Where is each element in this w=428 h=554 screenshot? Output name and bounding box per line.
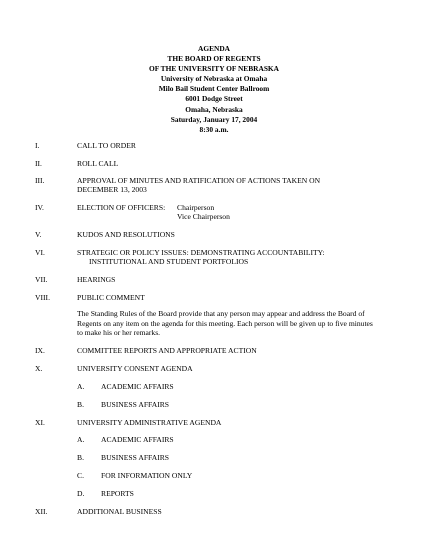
item-title: CALL TO ORDER [77,141,136,150]
header-city: Omaha, Nebraska [185,104,243,114]
item-title: COMMITTEE REPORTS AND APPROPRIATE ACTION [77,346,257,355]
sub-title: BUSINESS AFFAIRS [101,453,170,462]
sub-letter: D. [77,489,85,498]
item-number: XI. [35,418,45,427]
header-venue: Milo Bail Student Center Ballroom [158,84,270,94]
header-street: 6001 Dodge Street [185,94,243,104]
item-title: ELECTION OF OFFICERS: [77,203,166,212]
item-title-line1: APPROVAL OF MINUTES AND RATIFICATION OF ACTIONS TAKEN ON [77,176,321,185]
item-number: III. [35,176,45,185]
item-number: I. [35,141,40,150]
item-number: X. [35,364,43,373]
agenda-header [0,44,428,135]
item-title: HEARINGS [77,275,116,284]
header-date: Saturday, January 17, 2004 [170,114,258,124]
item-number: XII. [35,507,48,516]
item-title-line2: DECEMBER 13, 2003 [77,185,147,194]
officer-role-chairperson: Chairperson [177,203,215,212]
item-number: VII. [35,275,48,284]
item-title-line1: STRATEGIC OR POLICY ISSUES: DEMONSTRATING ACCOUNTABILITY: [77,248,325,257]
header-campus: University of Nebraska at Omaha [160,74,268,84]
item-title-line2: INSTITUTIONAL AND STUDENT PORTFOLIOS [89,257,249,266]
sub-letter: A. [77,382,85,391]
item-number: II. [35,159,42,168]
sub-letter: C. [77,471,84,480]
sub-title: ACADEMIC AFFAIRS [101,382,174,391]
item-number: IV. [35,203,44,212]
header-title: AGENDA [197,44,231,53]
sub-letter: B. [77,400,84,409]
item-number: VI. [35,248,45,257]
item-title: UNIVERSITY CONSENT AGENDA [77,364,193,373]
sub-title: REPORTS [101,489,134,498]
item-title: ADDITIONAL BUSINESS [77,507,162,516]
item-title: PUBLIC COMMENT [77,293,145,302]
header-time: 8:30 a.m. [199,124,229,134]
header-board: THE BOARD OF REGENTS [167,54,261,64]
sub-letter: B. [77,453,84,462]
sub-title: FOR INFORMATION ONLY [101,471,193,480]
sub-letter: A. [77,435,85,444]
item-title: ROLL CALL [77,159,119,168]
officer-role-vice-chairperson: Vice Chairperson [177,212,230,221]
header-university: OF THE UNIVERSITY OF NEBRASKA [148,64,280,74]
item-number: VIII. [35,293,50,302]
public-comment-paragraph: The Standing Rules of the Board provide that any person may appear and address the Board of Regents on any item on the agenda for this meeting. Each person will be given up to five minutes to make his or her remarks. [77,309,373,338]
item-title: KUDOS AND RESOLUTIONS [77,230,175,239]
item-number: V. [35,230,42,239]
sub-title: BUSINESS AFFAIRS [101,400,170,409]
item-number: IX. [35,346,45,355]
sub-title: ACADEMIC AFFAIRS [101,435,174,444]
item-title: UNIVERSITY ADMINISTRATIVE AGENDA [77,418,222,427]
